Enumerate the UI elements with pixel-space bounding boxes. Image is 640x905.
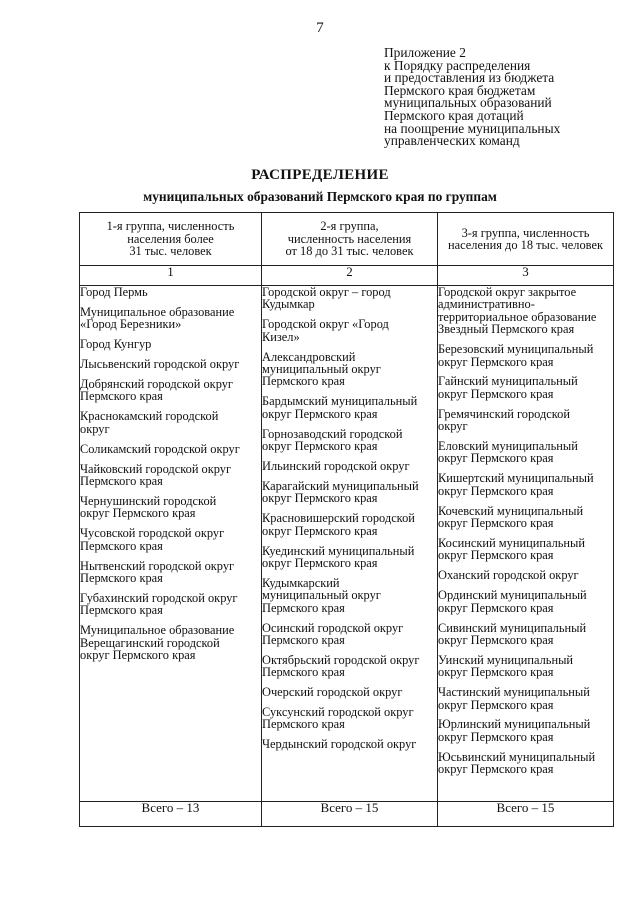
municipality-name-line: округ Пермского края	[80, 506, 196, 521]
municipality-entry	[80, 286, 261, 298]
header-line: 31 тыс. человек	[129, 244, 212, 259]
municipality-name-line: Александровский	[262, 349, 356, 364]
municipality-name-line: Сивинский муниципальный	[438, 620, 587, 635]
municipality-entry	[438, 589, 613, 614]
municipality-name-line: Чернушинский городской	[80, 493, 217, 508]
municipality-name-line: административно-	[438, 297, 535, 312]
municipality-entry	[262, 738, 437, 750]
municipality-entry	[438, 718, 613, 743]
municipality-name-line: Пермского края	[80, 570, 163, 585]
municipality-entry	[80, 463, 261, 488]
municipality-entry	[438, 654, 613, 679]
municipality-name-line: Город Кунгур	[80, 337, 152, 352]
group-1-total: Всего – 13	[80, 802, 262, 827]
municipality-entry	[80, 378, 261, 403]
municipality-entry	[262, 622, 437, 647]
municipality-name-line: Лысьвенский городской округ	[80, 357, 240, 372]
municipality-entry	[262, 577, 437, 614]
municipality-name-line: Березовский муниципальный	[438, 342, 594, 357]
municipality-entry	[80, 560, 261, 585]
municipality-name-line: Городской округ «Город	[262, 317, 389, 332]
municipality-name-line: территориальное образование	[438, 309, 597, 324]
municipality-entry	[438, 537, 613, 562]
group-3-header	[438, 213, 614, 266]
municipality-name-line: округ	[80, 421, 110, 436]
municipality-name-line: Пермского края	[262, 374, 345, 389]
groups-table	[79, 212, 614, 827]
municipality-name-line: Муниципальное образование	[80, 304, 235, 319]
municipality-name-line: Верещагинский городской	[80, 635, 220, 650]
header-row	[80, 213, 614, 266]
municipality-name-line: Карагайский муниципальный	[262, 478, 419, 493]
header-line: численность населения	[287, 231, 412, 246]
header-line: 2-я группа,	[320, 219, 379, 234]
municipality-name-line: Юсьвинский муниципальный	[438, 749, 596, 764]
municipality-name-line: Кизел»	[262, 329, 300, 344]
municipality-name-line: Кудымкар	[262, 297, 315, 312]
municipality-name-line: Уинский муниципальный	[438, 652, 574, 667]
municipality-entry	[262, 460, 437, 472]
municipality-name-line: Очерский городской округ	[262, 685, 403, 700]
appendix-line: Приложение 2	[384, 45, 466, 60]
municipality-entry	[438, 751, 613, 776]
municipality-entry	[438, 408, 613, 433]
totals-row	[80, 802, 614, 827]
municipality-name-line: округ Пермского края	[262, 491, 378, 506]
municipality-name-line: Краснокамский городской	[80, 409, 219, 424]
municipality-name-line: Гайнский муниципальный	[438, 374, 578, 389]
municipality-entry	[80, 338, 261, 350]
municipality-name-line: округ Пермского края	[262, 439, 378, 454]
header-line: населения более	[127, 231, 214, 246]
municipality-entry	[80, 527, 261, 552]
municipality-name-line: округ Пермского края	[262, 406, 378, 421]
municipality-name-line: Пермского края	[262, 600, 345, 615]
document-title: РАСПРЕДЕЛЕНИЕ	[251, 167, 389, 183]
municipality-name-line: округ Пермского края	[438, 451, 554, 466]
municipality-name-line: Кочевский муниципальный	[438, 503, 584, 518]
municipality-name-line: округ Пермского края	[438, 762, 554, 777]
municipality-entry	[262, 428, 437, 453]
municipality-name-line: округ Пермского края	[438, 516, 554, 531]
municipality-entry	[262, 351, 437, 388]
municipality-entry	[438, 686, 613, 711]
municipality-name-line: Городской округ – город	[262, 285, 391, 299]
appendix-line: на поощрение муниципальных	[384, 120, 561, 136]
municipality-name-line: Городской округ закрытое	[438, 285, 577, 299]
municipality-name-line: Пермского края	[262, 665, 345, 680]
appendix-line: Пермского края дотаций	[384, 107, 524, 123]
municipality-name-line: Чердынский городской округ	[262, 737, 417, 752]
header-line: населения до 18 тыс. человек	[448, 238, 603, 252]
municipality-name-line: округ Пермского края	[262, 523, 378, 538]
municipality-entry	[262, 686, 437, 698]
municipality-name-line: Добрянский городской округ	[80, 377, 234, 392]
municipality-entry	[80, 410, 261, 435]
group-3-total: Всего – 15	[438, 802, 614, 827]
municipality-name-line: округ Пермского края	[438, 483, 554, 498]
municipality-name-line: Город Пермь	[80, 285, 148, 299]
document-subtitle: муниципальных образований Пермского края по группам	[143, 189, 497, 204]
municipality-name-line: Бардымский муниципальный	[262, 394, 418, 409]
column-number-row	[80, 266, 614, 286]
municipality-entry	[262, 480, 437, 505]
municipality-name-line: округ Пермского края	[438, 548, 554, 563]
municipality-name-line: округ	[438, 419, 468, 434]
municipality-entry	[80, 624, 261, 661]
municipality-entry	[438, 375, 613, 400]
column-number: 2	[262, 266, 438, 286]
municipality-name-line: Чайковский городской округ	[80, 461, 232, 476]
municipality-name-line: Чусовской городской округ	[80, 526, 225, 541]
municipality-name-line: округ Пермского края	[80, 647, 196, 662]
appendix-line: и предоставления из бюджета	[384, 70, 555, 86]
municipality-name-line: Красновишерский городской	[262, 511, 415, 526]
header-line: от 18 до 31 тыс. человек	[285, 244, 414, 259]
municipality-entry	[262, 706, 437, 731]
municipality-name-line: Кишертский муниципальный	[438, 471, 594, 486]
appendix-line: управленческих команд	[384, 133, 520, 149]
municipality-entry	[262, 395, 437, 420]
municipality-name-line: округ Пермского края	[438, 665, 554, 680]
municipality-name-line: Пермского края	[262, 632, 345, 647]
municipality-entry	[438, 472, 613, 497]
municipality-name-line: Нытвенский городской округ	[80, 558, 235, 573]
municipality-entry	[80, 592, 261, 617]
header-line: 3-я группа, численность	[461, 225, 590, 240]
municipality-name-line: Пермского края	[262, 717, 345, 732]
municipality-name-line: Октябрьский городской округ	[262, 652, 420, 667]
municipality-entry	[80, 306, 261, 331]
group-2-list	[262, 286, 438, 802]
municipality-name-line: округ Пермского края	[438, 386, 554, 401]
municipality-entry	[438, 440, 613, 465]
group-1-header	[80, 213, 262, 266]
municipality-name-line: Еловский муниципальный	[438, 439, 578, 454]
municipality-name-line: Пермского края	[80, 538, 163, 553]
municipality-name-line: Пермского края	[80, 389, 163, 404]
municipality-name-line: муниципальный округ	[262, 362, 381, 377]
municipality-name-line: Муниципальное образование	[80, 623, 235, 638]
municipality-entry	[262, 318, 437, 343]
appendix-line: муниципальных образований	[384, 95, 552, 111]
municipality-entry	[262, 545, 437, 570]
municipality-name-line: округ Пермского края	[262, 555, 378, 570]
municipality-name-line: Гремячинский городской	[438, 406, 571, 421]
header-line: 1-я группа, численность	[106, 219, 235, 234]
municipalities-row	[80, 286, 614, 802]
municipality-entry	[438, 569, 613, 581]
municipality-name-line: муниципальный округ	[262, 588, 381, 603]
group-2-header	[262, 213, 438, 266]
appendix-note	[384, 47, 634, 148]
municipality-name-line: Пермского края	[80, 603, 163, 618]
municipality-entry	[438, 505, 613, 530]
municipality-name-line: Осинский городской округ	[262, 620, 404, 635]
municipality-name-line: Губахинский городской округ	[80, 590, 238, 605]
municipality-name-line: округ Пермского края	[438, 729, 554, 744]
municipality-entry	[262, 286, 437, 311]
municipality-name-line: округ Пермского края	[438, 632, 554, 647]
group-2-total: Всего – 15	[262, 802, 438, 827]
municipality-name-line: Кудымкарский	[262, 575, 340, 590]
group-1-list	[80, 286, 262, 802]
group-3-list	[438, 286, 614, 802]
municipality-entry	[80, 358, 261, 370]
municipality-entry	[262, 654, 437, 679]
municipality-name-line: Куединский муниципальный	[262, 543, 415, 558]
municipality-name-line: «Город Березники»	[80, 317, 182, 332]
municipality-name-line: Звездный Пермского края	[438, 322, 575, 337]
appendix-line: к Порядку распределения	[384, 57, 531, 73]
column-number: 3	[438, 266, 614, 286]
municipality-entry	[80, 495, 261, 520]
municipality-name-line: Косинский муниципальный	[438, 536, 586, 550]
municipality-name-line: Соликамский городской округ	[80, 441, 240, 456]
municipality-entry	[438, 622, 613, 647]
municipality-entry	[262, 512, 437, 537]
municipality-name-line: Пермского края	[80, 473, 163, 488]
municipality-entry	[438, 343, 613, 368]
municipality-name-line: Суксунский городской округ	[262, 705, 414, 720]
municipality-name-line: Горнозаводский городской	[262, 426, 403, 441]
appendix-line: Пермского края бюджетам	[384, 82, 536, 98]
column-number: 1	[80, 266, 262, 286]
municipality-name-line: округ Пермского края	[438, 354, 554, 369]
municipality-entry	[438, 286, 613, 336]
municipality-name-line: Частинский муниципальный	[438, 685, 590, 700]
municipality-name-line: округ Пермского края	[438, 697, 554, 712]
municipality-name-line: Юрлинский муниципальный	[438, 717, 591, 732]
municipality-name-line: Ординский муниципальный	[438, 588, 587, 603]
municipality-name-line: Оханский городской округ	[438, 568, 579, 583]
page-number: 7	[316, 20, 324, 36]
municipality-entry	[80, 443, 261, 455]
municipality-name-line: округ Пермского края	[438, 600, 554, 615]
municipality-name-line: Ильинский городской округ	[262, 458, 410, 473]
